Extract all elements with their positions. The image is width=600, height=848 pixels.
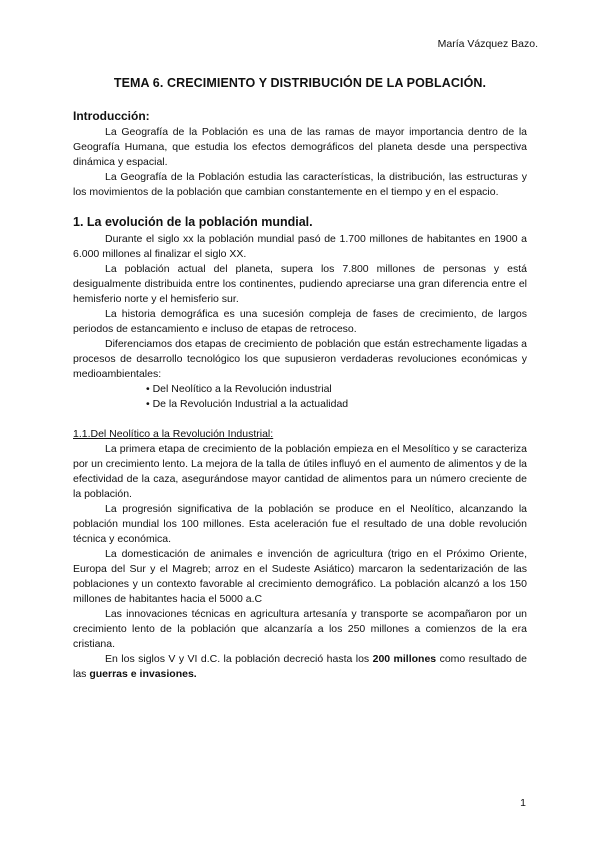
paragraph: La progresión significativa de la población se produce en el Neolítico, alcanzando la población mundial los 100 millones. Esta aceleración fue el resultado de una doble revolución técnica y económica. (73, 503, 527, 545)
text-run: En los siglos V y VI d.C. la población decreció hasta los (105, 653, 373, 665)
list-item: • De la Revolución Industrial a la actualidad (146, 397, 527, 412)
section-heading: 1. La evolución de la población mundial. (73, 215, 313, 229)
list-item: • Del Neolítico a la Revolución industrial (146, 382, 527, 397)
paragraph: La población actual del planeta, supera los 7.800 millones de personas y está desigualmente distribuida entre los continentes, pudiendo apreciarse una gran diferencia entre el hemisferio norte y el hemisferio sur. (73, 263, 527, 305)
paragraph: La Geografía de la Población estudia las características, la distribución, las estructuras y los movimientos de la población que cambian constantemente en el tiempo y en el espacio. (73, 171, 527, 198)
bold-text: guerras e invasiones. (89, 668, 197, 680)
paragraph: La primera etapa de crecimiento de la población empieza en el Mesolítico y se caracteriza por un crecimiento lento. La mejora de la talla de útiles influyó en el aumento de alimentos y de la efectividad de la caza, asegurándose mayor cantidad de alimentos para un número creciente de la población. (73, 443, 527, 500)
paragraph: La Geografía de la Población es una de las ramas de mayor importancia dentro de la Geografía Humana, que estudia los efectos demográficos del planeta desde una perspectiva dinámica y espacial. (73, 126, 527, 168)
paragraph: Las innovaciones técnicas en agricultura artesanía y transporte se acompañaron por un crecimiento lento de la población que alcanzaría a los 250 millones a comienzos de la era cristiana. (73, 608, 527, 650)
text-run: como resultado de las (73, 653, 527, 680)
page-number: 1 (520, 797, 526, 809)
paragraph (73, 652, 527, 682)
author-name: María Vázquez Bazo. (437, 38, 538, 50)
page-title: TEMA 6. CRECIMIENTO Y DISTRIBUCIÓN DE LA POBLACIÓN. (113, 76, 487, 90)
paragraph: Durante el siglo xx la población mundial pasó de 1.700 millones de habitantes en 1900 a 6.000 millones al finalizar el siglo XX. (73, 233, 527, 260)
subsection-heading: 1.1.Del Neolítico a la Revolución Industrial: (73, 428, 274, 440)
paragraph: La historia demográfica es una sucesión compleja de fases de crecimiento, de largos periodos de estancamiento e incluso de etapas de retroceso. (73, 308, 527, 335)
bullet-list (73, 382, 527, 412)
paragraph: Diferenciamos dos etapas de crecimiento de población que están estrechamente ligadas a procesos de desarrollo tecnológico los que supusieron verdaderas revoluciones económicas y medioambientales: (73, 338, 527, 380)
bold-text: 200 millones (372, 653, 437, 665)
document-body (73, 109, 527, 682)
paragraph: La domesticación de animales e invención de agricultura (trigo en el Próximo Oriente, Europa del Sur y el Magreb; arroz en el Sudeste Asiático) marcaron la sedentarización de las poblaciones y un contexto favorable al crecimiento demográfico. La población alcanzó a los 150 millones de habitantes hacia el 5000 a.C (73, 548, 527, 605)
intro-heading: Introducción: (73, 109, 150, 123)
